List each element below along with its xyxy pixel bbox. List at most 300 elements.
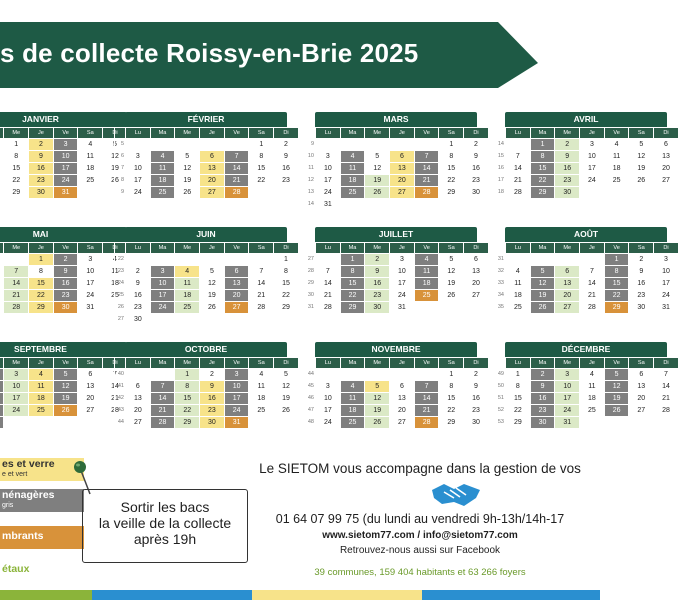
day-cell: 1 [506, 369, 531, 381]
day-cell: 11 [150, 163, 175, 175]
day-name: Me [175, 358, 200, 369]
day-cell [555, 254, 580, 266]
day-cell: 26 [604, 405, 629, 417]
day-cell: 21 [414, 405, 439, 417]
day-cell: 5 [175, 151, 200, 163]
day-cell: 4 [580, 369, 605, 381]
day-cell: 14 [580, 278, 605, 290]
day-cell [316, 139, 341, 151]
day-cell [464, 302, 489, 314]
day-cell: 19 [629, 163, 654, 175]
day-cell: 12 [629, 151, 654, 163]
day-cell: 24 [126, 187, 151, 199]
day-name: Lu [506, 358, 531, 369]
day-cell: 16 [464, 393, 489, 405]
month-name: JUIN [125, 227, 287, 242]
day-cell: 28 [506, 187, 531, 199]
day-cell: 1 [29, 254, 54, 266]
day-cell: 11 [103, 266, 128, 278]
week-number: 28 [305, 266, 316, 278]
day-cell: 11 [604, 151, 629, 163]
day-name: Ve [604, 358, 629, 369]
day-cell: 9 [464, 381, 489, 393]
day-cell: 17 [580, 163, 605, 175]
month-name: DÉCEMBRE [505, 342, 667, 357]
day-name: Ve [224, 358, 249, 369]
day-name: Di [464, 243, 489, 254]
week-number: 45 [305, 381, 316, 393]
day-name: Sa [249, 243, 274, 254]
reminder-box [82, 489, 248, 563]
day-cell: 31 [78, 302, 103, 314]
day-name: Me [555, 243, 580, 254]
day-cell: 15 [29, 278, 54, 290]
day-cell [78, 417, 103, 429]
day-cell: 24 [150, 302, 175, 314]
day-cell: 22 [249, 175, 274, 187]
day-name: Ma [530, 243, 555, 254]
day-cell [200, 139, 225, 151]
info-phone: 01 64 07 99 75 (du lundi au vendredi 9h-13h/14h-17 [275, 512, 565, 526]
day-name: Ve [604, 128, 629, 139]
week-number: 48 [305, 417, 316, 429]
day-cell: 21 [506, 175, 531, 187]
day-cell: 18 [249, 393, 274, 405]
week-number: 50 [495, 381, 506, 393]
day-cell: 3 [4, 369, 29, 381]
day-cell: 28 [249, 302, 274, 314]
day-cell: 15 [249, 163, 274, 175]
day-cell: 15 [506, 393, 531, 405]
day-cell: 10 [4, 381, 29, 393]
day-cell: 18 [78, 163, 103, 175]
day-cell: 25 [604, 175, 629, 187]
day-cell: 5 [103, 139, 128, 151]
day-cell: 23 [464, 175, 489, 187]
day-name: Lu [316, 128, 341, 139]
day-cell: 20 [390, 175, 415, 187]
day-name: Lu [316, 243, 341, 254]
day-name: Di [274, 128, 299, 139]
day-name: Sa [439, 128, 464, 139]
month-3 [494, 112, 670, 199]
day-cell [629, 187, 654, 199]
week-number: 16 [495, 163, 506, 175]
day-cell: 10 [390, 266, 415, 278]
day-cell: 8 [4, 151, 29, 163]
day-cell: 30 [53, 302, 78, 314]
day-cell: 2 [629, 254, 654, 266]
day-cell: 25 [103, 290, 128, 302]
month-table [0, 242, 128, 314]
day-cell: 19 [530, 290, 555, 302]
legend-orange-title: mbrants [2, 530, 44, 542]
day-cell: 13 [390, 393, 415, 405]
day-cell: 8 [439, 381, 464, 393]
day-cell: 4 [340, 381, 365, 393]
day-cell: 10 [78, 266, 103, 278]
day-name: Ve [224, 128, 249, 139]
day-cell: 22 [340, 290, 365, 302]
day-cell: 13 [224, 278, 249, 290]
week-number: 52 [495, 405, 506, 417]
day-cell [580, 254, 605, 266]
day-cell: 23 [629, 290, 654, 302]
day-cell: 3 [390, 254, 415, 266]
day-name: Ma [530, 358, 555, 369]
day-cell: 26 [365, 187, 390, 199]
day-cell [249, 187, 274, 199]
day-cell: 17 [4, 393, 29, 405]
day-cell: 3 [555, 369, 580, 381]
day-cell [274, 187, 299, 199]
day-cell [340, 369, 365, 381]
day-cell [249, 417, 274, 429]
week-number: 44 [115, 417, 126, 429]
day-cell: 11 [580, 381, 605, 393]
day-cell [365, 369, 390, 381]
day-cell: 2 [53, 254, 78, 266]
day-cell: 22 [530, 175, 555, 187]
month-9 [114, 342, 290, 429]
day-cell: 10 [150, 278, 175, 290]
day-cell: 30 [365, 302, 390, 314]
day-cell: 13 [464, 266, 489, 278]
day-cell: 26 [53, 405, 78, 417]
day-cell: 14 [249, 278, 274, 290]
day-name: Di [274, 358, 299, 369]
day-cell: 6 [555, 266, 580, 278]
day-cell: 25 [506, 302, 531, 314]
day-cell: 14 [103, 381, 128, 393]
day-cell [274, 417, 299, 429]
day-cell: 25 [175, 302, 200, 314]
day-cell: 25 [414, 290, 439, 302]
day-cell: 4 [249, 369, 274, 381]
day-cell [150, 314, 175, 326]
day-name: Ve [604, 243, 629, 254]
day-cell: 2 [365, 254, 390, 266]
day-cell: 17 [390, 278, 415, 290]
day-cell: 2 [555, 139, 580, 151]
month-table [494, 242, 679, 314]
month-10 [304, 342, 480, 429]
day-cell: 19 [365, 405, 390, 417]
day-cell: 11 [78, 151, 103, 163]
day-cell [200, 314, 225, 326]
day-cell: 1 [439, 369, 464, 381]
day-cell: 7 [506, 151, 531, 163]
day-cell: 5 [439, 254, 464, 266]
day-cell: 3 [654, 254, 679, 266]
day-cell: 8 [29, 266, 54, 278]
day-cell: 7 [414, 151, 439, 163]
day-name: Me [4, 128, 29, 139]
day-cell: 20 [78, 393, 103, 405]
handshake-icon [430, 480, 482, 510]
day-cell: 30 [200, 417, 225, 429]
day-cell: 13 [555, 278, 580, 290]
week-number: 47 [305, 405, 316, 417]
day-cell [580, 417, 605, 429]
reminder-line-2: la veille de la collecte [98, 515, 232, 531]
day-cell: 17 [126, 175, 151, 187]
day-cell: 31 [316, 199, 341, 211]
day-cell: 10 [316, 393, 341, 405]
week-number: 14 [305, 199, 316, 211]
day-cell: 28 [316, 302, 341, 314]
day-cell: 21 [580, 290, 605, 302]
day-name: Ma [150, 243, 175, 254]
week-number: 11 [305, 163, 316, 175]
day-cell [126, 369, 151, 381]
day-name: Sa [629, 358, 654, 369]
day-cell [439, 199, 464, 211]
day-cell: 14 [316, 278, 341, 290]
week-number: 42 [115, 393, 126, 405]
day-cell: 16 [53, 278, 78, 290]
week-number: 51 [495, 393, 506, 405]
day-cell: 22 [4, 175, 29, 187]
day-name: Sa [249, 358, 274, 369]
day-cell: 23 [365, 290, 390, 302]
day-cell: 5 [365, 151, 390, 163]
page-title: s de collecte Roissy-en-Brie 2025 [0, 38, 419, 68]
month-name: AVRIL [505, 112, 667, 127]
day-cell: 13 [654, 151, 679, 163]
week-number: 30 [305, 290, 316, 302]
day-cell: 10 [126, 163, 151, 175]
day-cell: 4 [604, 139, 629, 151]
day-cell: 2 [29, 139, 54, 151]
day-cell: 20 [200, 175, 225, 187]
day-cell [4, 417, 29, 429]
day-cell: 8 [506, 381, 531, 393]
day-cell: 26 [365, 417, 390, 429]
day-cell: 1 [249, 139, 274, 151]
week-number: 10 [305, 151, 316, 163]
month-table [0, 357, 128, 429]
day-name: Me [555, 358, 580, 369]
day-cell: 2 [530, 369, 555, 381]
week-number: 23 [115, 266, 126, 278]
stripe-blue-2 [422, 590, 600, 600]
month-table [304, 242, 489, 314]
day-cell: 10 [555, 381, 580, 393]
week-number: 40 [115, 369, 126, 381]
day-name: Di [103, 128, 128, 139]
day-cell: 8 [175, 381, 200, 393]
day-cell: 10 [316, 163, 341, 175]
day-cell: 4 [506, 266, 531, 278]
day-name: Ve [53, 128, 78, 139]
day-cell [604, 187, 629, 199]
day-name: Sa [439, 243, 464, 254]
day-name: Me [365, 243, 390, 254]
week-number: 43 [115, 405, 126, 417]
day-cell: 30 [464, 187, 489, 199]
day-cell: 2 [464, 369, 489, 381]
day-cell: 15 [604, 278, 629, 290]
day-cell: 28 [4, 302, 29, 314]
day-cell: 28 [224, 187, 249, 199]
day-cell: 9 [126, 278, 151, 290]
day-cell: 15 [340, 278, 365, 290]
week-number: 27 [115, 314, 126, 326]
day-cell: 28 [414, 187, 439, 199]
week-number: 44 [305, 369, 316, 381]
day-cell: 11 [340, 163, 365, 175]
month-0 [0, 112, 127, 199]
day-cell: 4 [175, 266, 200, 278]
day-cell: 26 [530, 302, 555, 314]
day-cell [150, 254, 175, 266]
day-cell [439, 302, 464, 314]
day-cell: 8 [274, 266, 299, 278]
day-cell: 18 [175, 290, 200, 302]
day-cell [414, 139, 439, 151]
day-cell: 28 [414, 417, 439, 429]
day-cell: 3 [53, 139, 78, 151]
day-cell: 17 [224, 393, 249, 405]
day-cell: 24 [78, 290, 103, 302]
day-cell [316, 254, 341, 266]
day-cell: 7 [654, 369, 679, 381]
month-2 [304, 112, 480, 211]
day-cell: 10 [224, 381, 249, 393]
day-cell: 12 [530, 278, 555, 290]
day-cell: 6 [200, 151, 225, 163]
day-name: Je [200, 243, 225, 254]
day-name: Me [175, 243, 200, 254]
stripe-yellow [252, 590, 422, 600]
day-cell: 24 [316, 187, 341, 199]
day-name: Di [103, 358, 128, 369]
day-cell: 27 [629, 405, 654, 417]
day-cell [78, 187, 103, 199]
day-name: Ve [53, 358, 78, 369]
day-cell: 6 [464, 254, 489, 266]
day-cell: 22 [274, 290, 299, 302]
day-cell: 14 [414, 393, 439, 405]
info-web[interactable]: www.sietom77.com / info@sietom77.com [322, 530, 518, 541]
day-cell: 17 [150, 290, 175, 302]
day-cell: 24 [555, 405, 580, 417]
day-cell: 15 [439, 393, 464, 405]
day-cell: 6 [390, 381, 415, 393]
month-table [114, 127, 299, 199]
day-cell: 25 [580, 405, 605, 417]
day-name: Ve [224, 243, 249, 254]
day-cell: 8 [530, 151, 555, 163]
day-cell: 22 [604, 290, 629, 302]
day-name: Lu [506, 243, 531, 254]
day-cell [414, 199, 439, 211]
day-cell: 18 [29, 393, 54, 405]
day-cell: 18 [150, 175, 175, 187]
day-cell: 18 [604, 163, 629, 175]
day-name: Ma [530, 128, 555, 139]
day-cell: 4 [103, 254, 128, 266]
day-cell: 5 [200, 266, 225, 278]
day-cell: 12 [365, 163, 390, 175]
day-cell: 25 [150, 187, 175, 199]
day-name: Lu [126, 243, 151, 254]
day-cell: 20 [390, 405, 415, 417]
day-cell: 11 [506, 278, 531, 290]
day-cell: 28 [580, 302, 605, 314]
day-cell: 5 [365, 381, 390, 393]
day-cell: 28 [150, 417, 175, 429]
day-name: Je [580, 358, 605, 369]
day-cell: 29 [340, 302, 365, 314]
day-cell [53, 417, 78, 429]
day-cell [150, 139, 175, 151]
day-cell: 22 [175, 405, 200, 417]
day-cell [316, 369, 341, 381]
day-cell [390, 369, 415, 381]
day-cell: 16 [29, 163, 54, 175]
day-cell: 10 [654, 266, 679, 278]
day-name: Je [200, 128, 225, 139]
day-cell: 10 [53, 151, 78, 163]
day-cell: 16 [629, 278, 654, 290]
day-cell: 7 [4, 266, 29, 278]
day-cell: 5 [274, 369, 299, 381]
day-cell: 12 [200, 278, 225, 290]
month-table [304, 357, 489, 429]
week-number: 7 [115, 163, 126, 175]
day-cell: 15 [439, 163, 464, 175]
day-cell: 23 [464, 405, 489, 417]
day-cell: 27 [224, 302, 249, 314]
day-name: Ma [340, 243, 365, 254]
day-name: Ma [340, 128, 365, 139]
day-name: Je [29, 128, 54, 139]
day-cell: 31 [390, 302, 415, 314]
month-name: JUILLET [315, 227, 477, 242]
week-number: 27 [305, 254, 316, 266]
day-cell: 29 [439, 417, 464, 429]
legend-gray-sub: gris [2, 502, 14, 509]
day-name: Me [175, 128, 200, 139]
day-name: Sa [629, 128, 654, 139]
day-cell: 14 [224, 163, 249, 175]
month-table [494, 357, 679, 429]
week-number: 35 [495, 302, 506, 314]
day-cell: 17 [316, 175, 341, 187]
day-cell: 1 [340, 254, 365, 266]
day-cell: 12 [604, 381, 629, 393]
day-cell [4, 254, 29, 266]
day-cell: 17 [316, 405, 341, 417]
day-cell: 22 [439, 405, 464, 417]
day-cell: 26 [629, 175, 654, 187]
day-cell: 19 [365, 175, 390, 187]
week-number: 31 [305, 302, 316, 314]
day-cell: 29 [604, 302, 629, 314]
day-cell: 1 [604, 254, 629, 266]
day-cell: 8 [439, 151, 464, 163]
day-cell: 22 [439, 175, 464, 187]
stripe-blue [92, 590, 252, 600]
day-cell: 12 [365, 393, 390, 405]
day-cell: 21 [654, 393, 679, 405]
day-cell: 6 [224, 266, 249, 278]
day-cell: 17 [53, 163, 78, 175]
day-cell [224, 139, 249, 151]
week-number: 9 [305, 139, 316, 151]
